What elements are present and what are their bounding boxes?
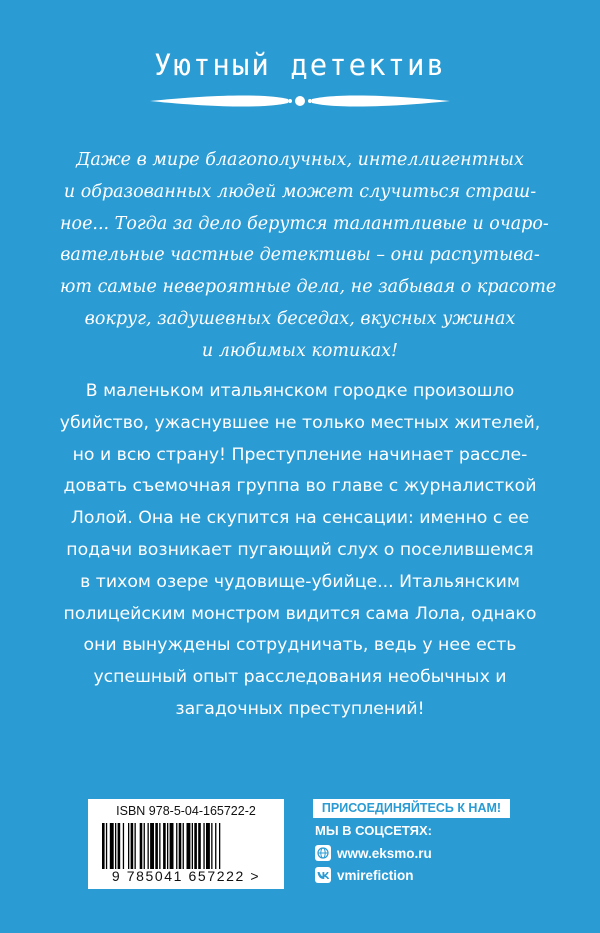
isbn-barcode: [88, 799, 284, 889]
tagline-line: Даже в мире благополучных, интеллигентных: [76, 150, 524, 170]
vk-icon: [315, 867, 331, 883]
join-us-badge: ПРИСОЕДИНЯЙТЕСЬ К НАМ!: [313, 799, 510, 818]
tagline-text: [60, 145, 557, 368]
social-heading: МЫ В СОЦСЕТЯХ:: [315, 823, 433, 838]
vk-link[interactable]: [315, 867, 414, 883]
website-link[interactable]: [315, 845, 432, 861]
tagline-line: ное... Тогда за дело берутся талантливые и очаро-: [60, 213, 549, 234]
tagline-line: ют самые невероятные дела, не забывая о красоте: [60, 277, 557, 298]
website-text: www.eksmo.ru: [337, 845, 432, 861]
synopsis-line: подачи возникает пугающий слух о поселившемся: [66, 539, 534, 560]
synopsis-line: убийство, ужаснувшее не только местных жителей,: [59, 412, 541, 433]
tagline-line: и любимых котиках!: [201, 340, 399, 361]
synopsis-line: довать съемочная группа во главе с журналисткой: [63, 476, 537, 497]
synopsis-line: В маленьком итальянском городке произошло: [85, 381, 515, 401]
synopsis-line: но и всю страну! Преступление начинает рассле-: [72, 444, 528, 465]
synopsis-line: в тихом озере чудовище-убийце... Итальянским: [80, 571, 520, 592]
vk-handle: vmirefiction: [337, 867, 414, 883]
tagline-line: и образованных людей может случиться страш-: [63, 181, 537, 202]
synopsis-line: загадочных преступлений!: [175, 698, 425, 719]
globe-icon: [315, 845, 331, 861]
tagline-line: вокруг, задушевных беседах, вкусных ужинах: [84, 308, 516, 329]
isbn-label: ISBN 978-5-04-165722-2: [116, 804, 256, 818]
series-title: Уютный детектив: [154, 48, 446, 82]
barcode-bars: [102, 823, 270, 869]
synopsis-line: успешный опыт расследования необычных и: [93, 667, 507, 688]
synopsis-text: [40, 376, 560, 726]
flourish-divider-icon: [148, 90, 452, 112]
tagline-line: вательные частные детективы – они распутыва-: [60, 245, 540, 266]
synopsis-line: Лолой. Она не скупится на сенсации: именно с ее: [70, 508, 530, 529]
synopsis-line: полицейским монстром видится сама Лола, однако: [63, 603, 537, 624]
synopsis-line: они вынуждены сотрудничать, ведь у нее есть: [83, 635, 517, 656]
barcode-digits: 9 785041 657222 >: [111, 868, 261, 884]
